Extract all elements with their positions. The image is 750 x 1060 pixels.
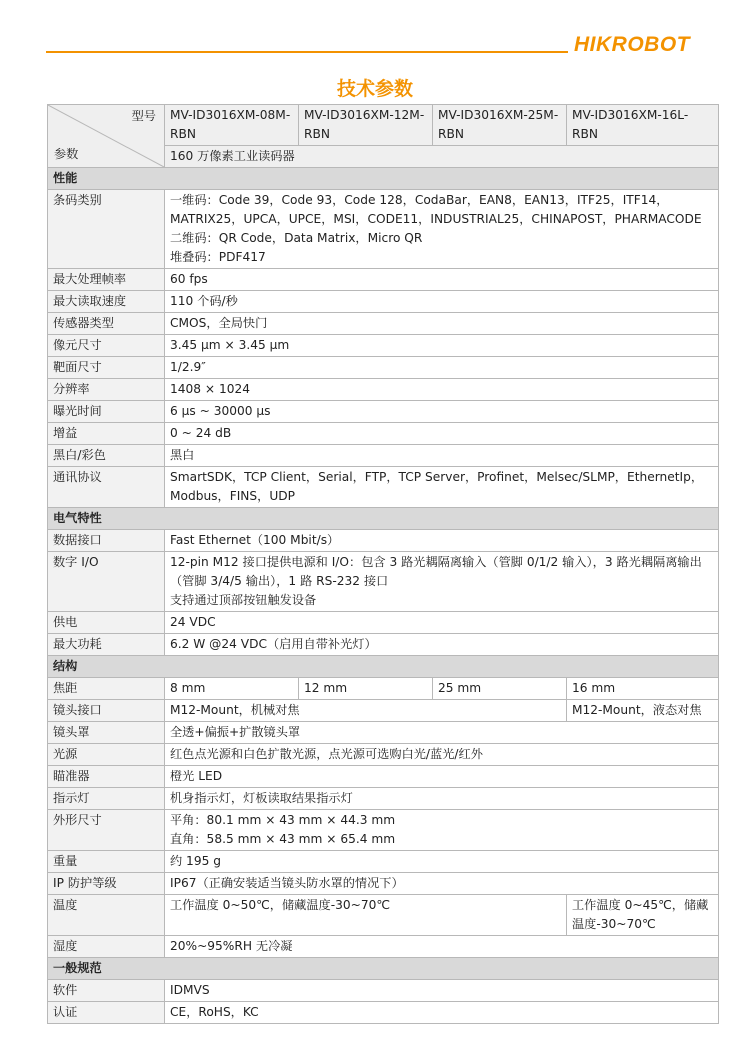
model-name: MV-ID3016XM-16L-RBN (567, 105, 719, 146)
row-value: 全透+偏振+扩散镜头罩 (165, 722, 719, 744)
row-label: 外形尺寸 (48, 810, 165, 851)
row-value (165, 552, 719, 612)
row-value: 机身指示灯，灯板读取结果指示灯 (165, 788, 719, 810)
row-label: 靶面尺寸 (48, 357, 165, 379)
row-label: 数据接口 (48, 530, 165, 552)
section-title: 结构 (48, 656, 719, 678)
row-value: 工作温度 0~45℃，储藏温度-30~70℃ (567, 895, 719, 936)
row-label: 黑白/彩色 (48, 445, 165, 467)
row-label: 温度 (48, 895, 165, 936)
row-value: 3.45 µm × 3.45 µm (165, 335, 719, 357)
spec-row (48, 291, 719, 313)
row-value: 红色点光源和白色扩散光源，点光源可选购白光/蓝光/红外 (165, 744, 719, 766)
spec-row (48, 552, 719, 612)
spec-row (48, 190, 719, 269)
row-value: 黑白 (165, 445, 719, 467)
spec-row (48, 936, 719, 958)
row-value: 0 ~ 24 dB (165, 423, 719, 445)
row-label: 最大处理帧率 (48, 269, 165, 291)
section-row (48, 168, 719, 190)
row-value: 橙光 LED (165, 766, 719, 788)
spec-row (48, 269, 719, 291)
row-value: 24 VDC (165, 612, 719, 634)
spec-row (48, 401, 719, 423)
row-label: 供电 (48, 612, 165, 634)
row-label: 最大功耗 (48, 634, 165, 656)
corner-cell (48, 105, 165, 168)
spec-row (48, 313, 719, 335)
spec-row (48, 873, 719, 895)
brand-logo: HIKROBOT (574, 33, 690, 56)
row-value (165, 190, 719, 269)
model-name: MV-ID3016XM-25M-RBN (433, 105, 567, 146)
barcode-1d: 一维码：Code 39，Code 93，Code 128，CodaBar，EAN8，EAN13，ITF25，ITF14，MATRIX25，UPCA，UPCE，MSI，CODE11，INDUSTRIAL25，CHINAPOST，PHARMACODE (170, 193, 702, 226)
resolution-note: 160 万像素工业读码器 (165, 146, 719, 168)
row-value: IP67（正确安装适当镜头防水罩的情况下） (165, 873, 719, 895)
row-value (165, 810, 719, 851)
section-title: 性能 (48, 168, 719, 190)
section-row (48, 958, 719, 980)
spec-row (48, 467, 719, 508)
row-label: 湿度 (48, 936, 165, 958)
spec-row (48, 634, 719, 656)
model-name: MV-ID3016XM-12M-RBN (299, 105, 433, 146)
spec-row (48, 357, 719, 379)
section-title: 一般规范 (48, 958, 719, 980)
row-value: 工作温度 0~50℃，储藏温度-30~70℃ (165, 895, 567, 936)
header-rule (46, 51, 568, 53)
row-label: 重量 (48, 851, 165, 873)
row-label: 焦距 (48, 678, 165, 700)
dimension-right-angle: 直角：58.5 mm × 43 mm × 65.4 mm (170, 832, 396, 846)
spec-row (48, 722, 719, 744)
row-value: 6 µs ~ 30000 µs (165, 401, 719, 423)
spec-row (48, 445, 719, 467)
spec-row (48, 530, 719, 552)
spec-row (48, 980, 719, 1002)
spec-row (48, 766, 719, 788)
spec-row (48, 678, 719, 700)
row-value: 110 个码/秒 (165, 291, 719, 313)
spec-row (48, 851, 719, 873)
corner-model-label: 型号 (131, 109, 156, 123)
model-name: MV-ID3016XM-08M-RBN (165, 105, 299, 146)
page-title: 技术参数 (336, 78, 413, 100)
row-label: 条码类别 (48, 190, 165, 269)
row-value: M12-Mount，液态对焦 (567, 700, 719, 722)
section-row (48, 508, 719, 530)
spec-row (48, 700, 719, 722)
row-value: 60 fps (165, 269, 719, 291)
corner-param-label: 参数 (54, 147, 79, 161)
row-value: 1408 × 1024 (165, 379, 719, 401)
row-value: 约 195 g (165, 851, 719, 873)
row-label: 通讯协议 (48, 467, 165, 508)
section-title: 电气特性 (48, 508, 719, 530)
row-label: 瞄准器 (48, 766, 165, 788)
row-value: IDMVS (165, 980, 719, 1002)
dimension-flat: 平角：80.1 mm × 43 mm × 44.3 mm (170, 813, 396, 827)
row-value: 1/2.9″ (165, 357, 719, 379)
row-value: SmartSDK，TCP Client，Serial，FTP，TCP Server，Profinet，Melsec/SLMP，EthernetIp，Modbus，FINS，UDP (165, 467, 719, 508)
spec-table (47, 104, 719, 1024)
spec-row (48, 788, 719, 810)
row-value: 20%~95%RH 无冷凝 (165, 936, 719, 958)
row-label: 镜头罩 (48, 722, 165, 744)
barcode-stacked: 堆叠码：PDF417 (170, 250, 266, 264)
row-label: 镜头接口 (48, 700, 165, 722)
model-row (48, 105, 719, 146)
row-label: 传感器类型 (48, 313, 165, 335)
row-value: 12 mm (299, 678, 433, 700)
row-label: 像元尺寸 (48, 335, 165, 357)
row-value: 6.2 W @24 VDC（启用自带补光灯） (165, 634, 719, 656)
row-label: IP 防护等级 (48, 873, 165, 895)
spec-row (48, 423, 719, 445)
row-label: 指示灯 (48, 788, 165, 810)
spec-row (48, 810, 719, 851)
row-label: 增益 (48, 423, 165, 445)
barcode-2d: 二维码：QR Code，Data Matrix，Micro QR (170, 231, 423, 245)
row-value: 16 mm (567, 678, 719, 700)
spec-row (48, 612, 719, 634)
spec-row (48, 1002, 719, 1024)
spec-row (48, 335, 719, 357)
row-value: 8 mm (165, 678, 299, 700)
row-value: 25 mm (433, 678, 567, 700)
row-label: 软件 (48, 980, 165, 1002)
io-description: 12-pin M12 接口提供电源和 I/O：包含 3 路光耦隔离输入（管脚 0/1/2 输入），3 路光耦隔离输出（管脚 3/4/5 输出），1 路 RS-232 接口 (170, 555, 702, 588)
row-label: 曝光时间 (48, 401, 165, 423)
spec-row (48, 895, 719, 936)
row-label: 光源 (48, 744, 165, 766)
row-label: 认证 (48, 1002, 165, 1024)
spec-row (48, 379, 719, 401)
row-value: CMOS，全局快门 (165, 313, 719, 335)
row-label: 最大读取速度 (48, 291, 165, 313)
section-row (48, 656, 719, 678)
spec-row (48, 744, 719, 766)
row-label: 分辨率 (48, 379, 165, 401)
row-label: 数字 I/O (48, 552, 165, 612)
io-button-note: 支持通过顶部按钮触发设备 (170, 593, 317, 607)
row-value: CE，RoHS，KC (165, 1002, 719, 1024)
row-value: M12-Mount，机械对焦 (165, 700, 567, 722)
row-value: Fast Ethernet（100 Mbit/s） (165, 530, 719, 552)
